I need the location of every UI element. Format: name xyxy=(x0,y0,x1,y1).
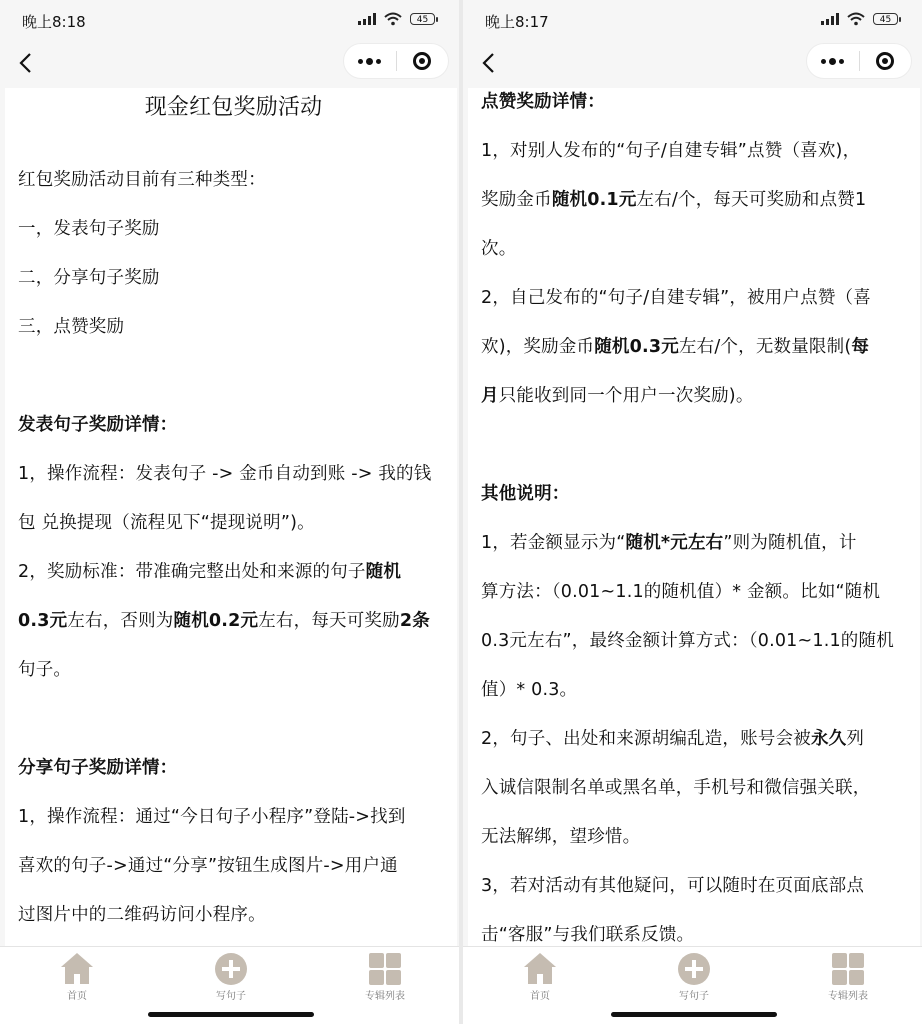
text-segment: 欢)，奖励金币 xyxy=(481,337,595,357)
text-segment: 左右，每天可奖励 xyxy=(258,611,400,631)
text-segment: ”则为随机值，计 xyxy=(723,533,857,553)
paragraph-line xyxy=(481,764,912,813)
bold-text: 点赞奖励详情： xyxy=(481,92,605,112)
wifi-icon xyxy=(847,12,865,26)
text-segment: 无法解绑，望珍惜。 xyxy=(481,827,641,847)
tab-home[interactable] xyxy=(27,953,127,1002)
paragraph-line xyxy=(18,156,449,205)
paragraph-line xyxy=(18,499,449,548)
tab-grid[interactable] xyxy=(335,953,435,1002)
back-arrow-icon[interactable] xyxy=(477,50,503,76)
home-icon xyxy=(523,953,557,985)
bold-text: 每 xyxy=(851,337,870,357)
bold-text: 分享句子奖励详情： xyxy=(18,758,178,778)
bold-text: 随机0.2元 xyxy=(173,611,259,631)
text-segment: 0.3元左右”，最终金额计算方式：（0.01~1.1的随机 xyxy=(481,631,894,651)
text-segment: 2，句子、出处和来源胡编乱造，账号会被 xyxy=(481,729,811,749)
article-content xyxy=(5,88,457,946)
right-phone-screen xyxy=(463,0,922,1024)
tab-plus-circle[interactable] xyxy=(644,953,744,1002)
paragraph-line xyxy=(481,127,912,176)
paragraph-line xyxy=(18,450,449,499)
bold-text: 随机*元左右 xyxy=(625,533,724,553)
plus-circle-icon xyxy=(677,953,711,985)
paragraph-line xyxy=(481,813,912,862)
text-segment: 3，若对活动有其他疑问，可以随时在页面底部点 xyxy=(481,876,865,896)
grid-icon xyxy=(368,953,402,985)
article-content xyxy=(468,88,920,946)
text-segment: 一，发表句子奖励 xyxy=(18,219,160,239)
text-segment: 奖励金币 xyxy=(481,190,552,210)
paragraph-line xyxy=(481,715,912,764)
tab-grid[interactable] xyxy=(798,953,898,1002)
mini-program-capsule xyxy=(343,43,449,79)
text-segment: 三，点赞奖励 xyxy=(18,317,125,337)
home-indicator xyxy=(148,1012,314,1017)
text-segment: 1，对别人发布的“句子/自建专辑”点赞（喜欢)， xyxy=(481,141,861,161)
text-segment: 红包奖励活动目前有三种类型： xyxy=(18,170,266,190)
text-segment: 次。 xyxy=(481,239,517,259)
mini-program-capsule xyxy=(806,43,912,79)
paragraph-line xyxy=(18,205,449,254)
bold-text: 月 xyxy=(481,386,499,406)
bold-text: 0.3元 xyxy=(18,611,68,631)
paragraph-line xyxy=(481,225,912,274)
plus-circle-icon xyxy=(214,953,248,985)
paragraph-line xyxy=(481,666,912,715)
bold-text: 随机 xyxy=(365,562,402,582)
text-segment: 只能收到同一个用户一次奖励)。 xyxy=(498,386,754,406)
battery-icon: 45 xyxy=(410,13,435,25)
paragraph-line xyxy=(481,470,912,519)
tab-label: 专辑列表 xyxy=(365,991,405,1002)
text-segment: 1，操作流程：通过“今日句子小程序”登陆->找到 xyxy=(18,807,406,827)
bold-text: 随机0.1元 xyxy=(551,190,637,210)
status-time: 晚上8:17 xyxy=(485,13,549,31)
paragraph-line xyxy=(18,303,449,352)
bold-text: 发表句子奖励详情： xyxy=(18,415,178,435)
text-segment: 入诚信限制名单或黑名单，手机号和微信强关联， xyxy=(481,778,871,798)
bold-text: 永久 xyxy=(810,729,847,749)
paragraph-line xyxy=(481,617,912,666)
wifi-icon xyxy=(384,12,402,26)
paragraph-line xyxy=(18,646,449,695)
status-bar xyxy=(463,0,922,40)
paragraph-line xyxy=(481,88,912,127)
text-segment: 击“客服”与我们联系反馈。 xyxy=(481,925,695,945)
bold-text: 随机0.3元 xyxy=(594,337,679,357)
text-segment: 左右/个，无数量限制( xyxy=(678,337,852,357)
home-indicator xyxy=(611,1012,777,1017)
close-mini-program-icon[interactable] xyxy=(859,44,911,78)
paragraph-line xyxy=(18,548,449,597)
bold-text: 2条 xyxy=(399,611,430,631)
paragraph-line xyxy=(18,891,449,940)
paragraph-line xyxy=(18,254,449,303)
text-segment: 过图片中的二维码访问小程序。 xyxy=(18,905,266,925)
paragraph-line xyxy=(18,744,449,793)
paragraph-line xyxy=(481,911,912,946)
text-segment: 二，分享句子奖励 xyxy=(18,268,160,288)
text-segment: 列 xyxy=(846,729,865,749)
text-segment: 包 兑换提现（流程见下“提现说明”)。 xyxy=(18,513,315,533)
paragraph-line xyxy=(18,793,449,842)
tab-label: 首页 xyxy=(67,991,87,1002)
tab-label: 首页 xyxy=(530,991,550,1002)
tab-label: 专辑列表 xyxy=(828,991,868,1002)
tab-label: 写句子 xyxy=(216,991,246,1002)
more-menu-icon[interactable] xyxy=(344,44,396,78)
signal-icon xyxy=(821,13,839,25)
tab-plus-circle[interactable] xyxy=(181,953,281,1002)
text-segment: 左右/个，每天可奖励和点赞1 xyxy=(636,190,867,210)
paragraph-line xyxy=(481,862,912,911)
paragraph-line xyxy=(481,323,912,372)
paragraph-line xyxy=(481,568,912,617)
text-segment: 1，若金额显示为“ xyxy=(481,533,626,553)
status-time: 晚上8:18 xyxy=(22,13,86,31)
back-arrow-icon[interactable] xyxy=(14,50,40,76)
close-mini-program-icon[interactable] xyxy=(396,44,448,78)
paragraph-line xyxy=(18,597,449,646)
text-segment: 句子。 xyxy=(18,660,72,680)
battery-icon: 45 xyxy=(873,13,898,25)
tab-home[interactable] xyxy=(490,953,590,1002)
paragraph-line xyxy=(481,176,912,225)
text-segment: 算方法：（0.01~1.1的随机值）* 金额。比如“随机 xyxy=(481,582,881,602)
nav-bar xyxy=(0,40,459,88)
grid-icon xyxy=(831,953,865,985)
paragraph-line xyxy=(481,372,912,421)
signal-icon xyxy=(358,13,376,25)
text-segment: 2，自己发布的“句子/自建专辑”，被用户点赞（喜 xyxy=(481,288,871,308)
page-title: 现金红包奖励活动 xyxy=(144,95,323,120)
paragraph-line xyxy=(18,401,449,450)
paragraph-line xyxy=(481,274,912,323)
nav-bar xyxy=(463,40,922,88)
text-segment: 喜欢的句子->通过“分享”按钮生成图片->用户通 xyxy=(18,856,398,876)
more-menu-icon[interactable] xyxy=(807,44,859,78)
paragraph-line xyxy=(481,519,912,568)
bold-text: 其他说明： xyxy=(481,484,570,504)
text-segment: 1，操作流程：发表句子 -> 金币自动到账 -> 我的钱 xyxy=(18,464,432,484)
paragraph-line xyxy=(18,842,449,891)
left-phone-screen xyxy=(0,0,459,1024)
status-bar xyxy=(0,0,459,40)
tab-label: 写句子 xyxy=(679,991,709,1002)
text-segment: 值）* 0.3。 xyxy=(481,680,578,700)
text-segment: 左右，否则为 xyxy=(67,611,174,631)
text-segment: 2，奖励标准：带准确完整出处和来源的句子 xyxy=(18,562,366,582)
home-icon xyxy=(60,953,94,985)
